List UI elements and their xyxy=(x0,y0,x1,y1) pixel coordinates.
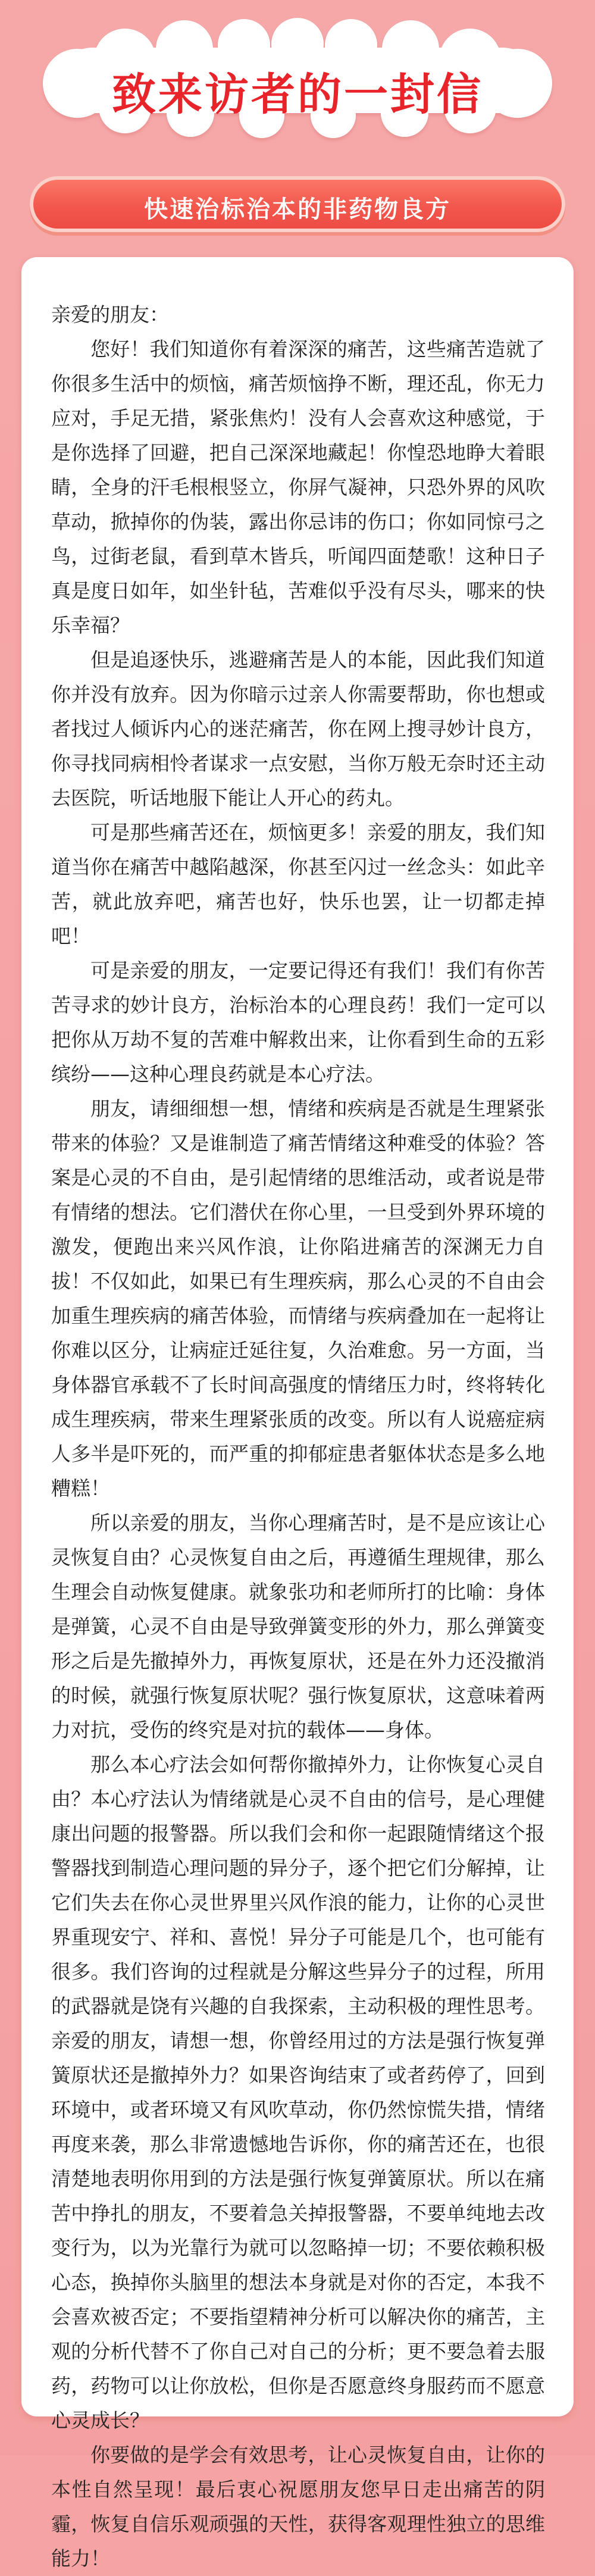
page-title: 致来访者的一封信 xyxy=(112,69,483,120)
letter-paragraph: 那么本心疗法会如何帮你撤掉外力，让你恢复心灵自由？本心疗法认为情绪就是心灵不自由的信号，是心理健康出问题的报警器。所以我们会和你一起跟随情绪这个报警器找到制造心理问题的异分子，逐个把它们分解掉，让它们失去在你心灵世界里兴风作浪的能力，让你的心灵世界重现安宁、祥和、喜悦！异分子可能是几个，也可能有很多。我们咨询的过程就是分解这些异分子的过程，所用的武器就是饶有兴趣的自我探索，主动积极的理性思考。亲爱的朋友，请想一想，你曾经用过的方法是强行恢复弹簧原状还是撤掉外力？如果咨询结束了或者药停了，回到环境中，或者环境又有风吹草动，你仍然惊慌失措，情绪再度来袭，那么非常遗憾地告诉你，你的痛苦还在，也很清楚地表明你用到的方法是强行恢复弹簧原状。所以在痛苦中挣扎的朋友，不要着急关掉报警器，不要单纯地去改变行为，以为光靠行为就可以忽略掉一切；不要依赖积极心态，换掉你头脑里的想法本身就是对你的否定，本我不会喜欢被否定；不要指望精神分析可以解决你的痛苦，主观的分析代替不了你自己对自己的分析；更不要急着去服药，药物可以让你放松，但你是否愿意终身服药而不愿意心灵成长？ xyxy=(51,1753,545,2432)
letter-paragraph: 但是追逐快乐，逃避痛苦是人的本能，因此我们知道你并没有放弃。因为你暗示过亲人你需要帮助，你也想或者找过人倾诉内心的迷茫痛苦，你在网上搜寻妙计良方，你寻找同病相怜者谋求一点安慰，当你万般无奈时还主动去医院，听话地服下能让人开心的药丸。 xyxy=(51,648,545,809)
letter-paragraph: 可是那些痛苦还在，烦恼更多！亲爱的朋友，我们知道当你在痛苦中越陷越深，你甚至闪过一丝念头：如此辛苦，就此放弃吧，痛苦也好，快乐也罢，让一切都走掉吧！ xyxy=(51,821,545,948)
letter-card xyxy=(21,257,574,2570)
letter-paragraph: 所以亲爱的朋友，当你心理痛苦时，是不是应该让心灵恢复自由？心灵恢复自由之后，再遵循生理规律，那么生理会自动恢复健康。就象张功和老师所打的比喻：身体是弹簧，心灵不自由是导致弹簧变形的外力，那么弹簧变形之后是先撤掉外力，再恢复原状，还是在外力还没撤消的时候，就强行恢复原状呢？强行恢复原状，这意味着两力对抗，受伤的终究是对抗的载体——身体。 xyxy=(51,1511,545,1742)
letter-body xyxy=(51,298,545,2576)
letter-paragraph: 可是亲爱的朋友，一定要记得还有我们！我们有你苦苦寻求的妙计良方，治标治本的心理良药！我们一定可以把你从万劫不复的苦难中解救出来，让你看到生命的五彩缤纷——这种心理良药就是本心疗法。 xyxy=(51,959,545,1086)
letter-paragraph: 您好！我们知道你有着深深的痛苦，这些痛苦造就了你很多生活中的烦恼，痛苦烦恼挣不断，理还乱，你无力应对，手足无措，紧张焦灼！没有人会喜欢这种感觉，于是你选择了回避，把自己深深地藏起！你惶恐地睁大着眼睛，全身的汗毛根根竖立，你屏气凝神，只恐外界的风吹草动，掀掉你的伪装，露出你忌讳的伤口；你如同惊弓之鸟，过街老鼠，看到草木皆兵，听闻四面楚歌！这种日子真是度日如年，如坐针毡，苦难似乎没有尽头，哪来的快乐幸福？ xyxy=(51,337,545,637)
subtitle-banner xyxy=(30,176,565,232)
subtitle: 快速治标治本的非药物良方 xyxy=(144,196,451,223)
title-banner xyxy=(36,18,559,137)
letter-paragraph: 你要做的是学会有效思考，让心灵恢复自由，让你的本性自然呈现！最后衷心祝愿朋友您早日走出痛苦的阴霾，恢复自信乐观顽强的天性，获得客观理性独立的思维能力！ xyxy=(51,2443,545,2570)
letter-greeting: 亲爱的朋友： xyxy=(51,303,169,326)
letter-paragraph: 朋友，请细细想一想，情绪和疾病是否就是生理紧张带来的体验？又是谁制造了痛苦情绪这种难受的体验？答案是心灵的不自由，是引起情绪的思维活动，或者说是带有情绪的想法。它们潜伏在你心里，一旦受到外界环境的激发，便跑出来兴风作浪，让你陷进痛苦的深渊无力自拔！不仅如此，如果已有生理疾病，那么心灵的不自由会加重生理疾病的痛苦体验，而情绪与疾病叠加在一起将让你难以区分，让病症迁延往复，久治难愈。另一方面，当身体器官承载不了长时间高强度的情绪压力时，终将转化成生理疾病，带来生理紧张质的改变。所以有人说癌症病人多半是吓死的，而严重的抑郁症患者躯体状态是多么地糟糕！ xyxy=(51,1097,545,1500)
